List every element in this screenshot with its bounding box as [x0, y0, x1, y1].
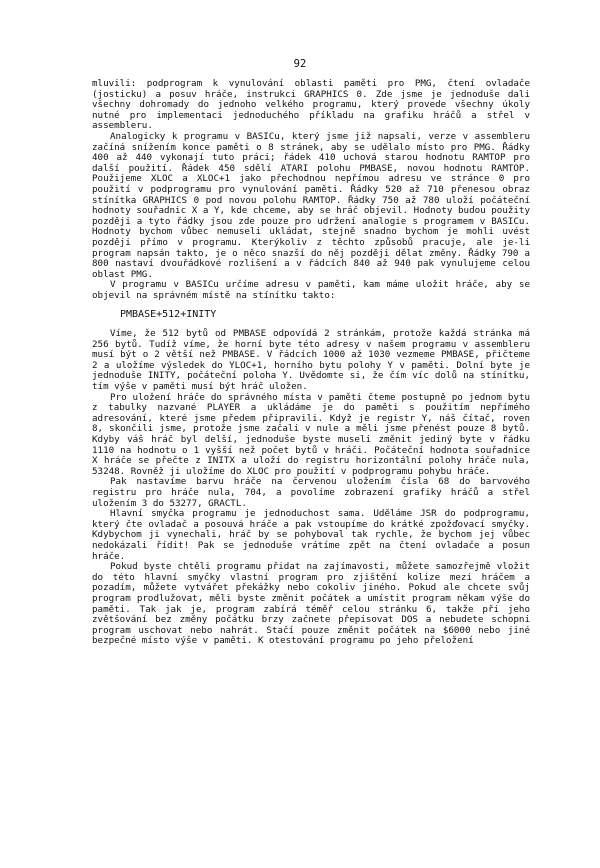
paragraph: V programu v BASICu určíme adresu v paměti, kam máme uložit hráče, aby se objevil na správném místě na stínítku takto:	[92, 279, 530, 301]
page-number: 92	[293, 58, 307, 70]
paragraph: Hlavní smyčka programu je jednoduchost sama. Uděláme JSR do podprogramu, který čte ovladač a posouvá hráče a pak vstoupíme do krátké zpožďovací smyčky. Kdybychom ji vynechali, hráč by se pohyboval tak rychle, že bychom jej vůbec nedokázali řídit! Pak se jednoduše vrátíme zpět na čtení ovladače a posun hráče.	[92, 508, 530, 562]
address-formula: PMBASE+512+INITY	[120, 309, 217, 321]
paragraph: Analogicky k programu v BASICu, který jsme již napsali, verze v assembleru začíná snížením konce paměti o 8 stránek, aby se udělalo místo pro PMG. Řádky 400 až 440 vykonají tuto práci; řádek 410 uchová starou hodnotu RAMTOP pro další použití. Řádek 450 sdělí ATARI polohu PMBASE, novou hodnotu RAMTOP. Použijeme XLOC a XLOC+1 jako přechodnou nepřímou adresu ve stránce 0 pro použití v podprogramu pro vynulování paměti. Řádky 520 až 710 přenesou obraz stínítka GRAPHICS 0 pod novou polohu RAMTOP. Řádky 750 až 780 uloží počáteční hodnoty souřadnic X a Y, kde chceme, aby se hráč objevil. Hodnoty budou použity později a tyto řádky jsou zde pouze pro udržení analogie s programem v BASICu. Hodnoty bychom vůbec nemuseli ukládat, stejně snadno bychom je mohli uvést později přímo v programu. Kterýkoliv z těchto způsobů pracuje, ale je-li program napsán takto, je o něco snazší do něj později dělat změny. Řádky 790 a 800 nastaví dvouřádkové rozlišení a v řádcích 840 až 940 pak vynulujeme celou oblast PMG.	[92, 130, 530, 280]
paragraph: Pak nastavíme barvu hráče na červenou uložením čísla 68 do barvového registru pro hráče nula, 704, a povolíme zobrazení grafiky hráčů a střel uložením 3 do 53277, GRACTL.	[92, 476, 530, 509]
paragraph: Víme, že 512 bytů od PMBASE odpovídá 2 stránkám, protože každá stránka má 256 bytů. Tudíž víme, že horní byte této adresy v našem programu v assembleru musí být o 2 větší než PMBASE. V řádcích 1000 až 1030 vezmeme PMBASE, přičteme 2 a uložíme výsledek do YLOC+1, horního bytu polohy Y v paměti. Dolní byte je jednoduše INITY, počáteční poloha Y. Uvědomte si, že čím víc dolů na stínítku, tím výše v paměti musí být hráč uložen.	[92, 328, 530, 393]
paragraph: Pokud byste chtěli programu přidat na zajímavosti, můžete samozřejmě vložit do této hlavní smyčky vlastní program pro zjištění kolize mezi hráčem a pozadím, můžete vytvářet překážky nebo cokoliv jiného. Pokud ale chcete svůj program prodlužovat, měli byste změnit počátek a umístit program někam výše do paměti. Tak jak je, program zabírá téměř celou stránku 6, takže při jeho zvětšování bez změny počátku brzy začnete přepisovat DOS a nebudete schopni program uschovat nebo nahrát. Stačí pouze změnit počátek na $6000 nebo jiné bezpečné místo výše v paměti. K otestování programu po jeho přeložení	[92, 561, 530, 647]
paragraph: Pro uložení hráče do správného místa v paměti čteme postupně po jednom bytu z tabulky nazvané PLAYER a ukládáme je do paměti s použitím nepřímého adresování, které jsme předem připravili. Když je registr Y, náš čítač, roven 8, skončili jsme, protože jsme začali v nule a měli jsme přenést pouze 8 bytů. Kdyby váš hráč byl delší, jednoduše byste museli změnit jediný byte v řádku 1110 na hodnotu o 1 vyšší než počet bytů v hráči. Počáteční hodnota souřadnice X hráče se přečte z INITX a uloží do registru horizontální polohy hráče nula, 53248. Rovněž ji uložíme do XLOC pro použití v podprogramu pohybu hráče.	[92, 391, 530, 477]
body-text	[92, 79, 530, 647]
paragraph: mluvili: podprogram k vynulování oblasti paměti pro PMG, čtení ovladače (josticku) a posuv hráče, instrukci GRAPHICS 0. Zde jsme je jednoduše dali všechny dohromady do jednoho velkého programu, který provede všechny úkoly nutné pro implementaci jednoduchého příkladu na grafiku hráčů a střel v assembleru.	[92, 78, 530, 132]
